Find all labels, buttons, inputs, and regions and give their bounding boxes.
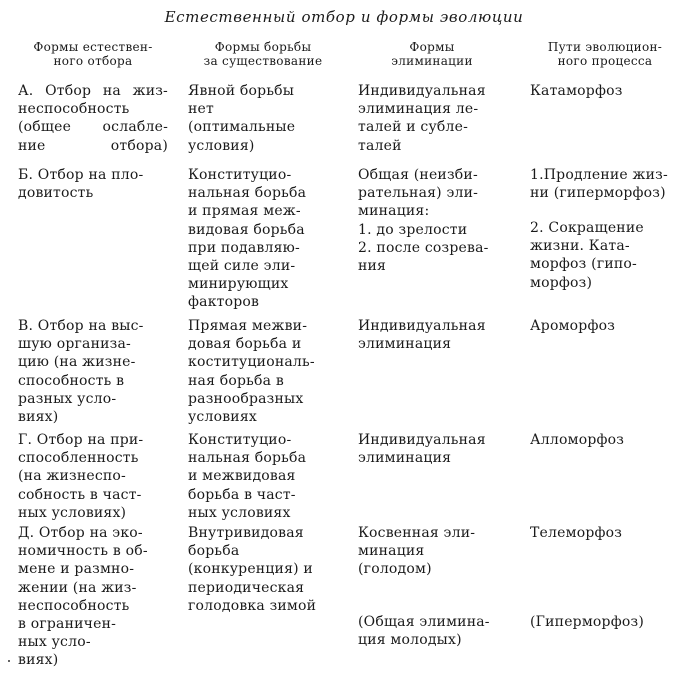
cell-line: морфоз) [530,274,593,291]
row-e-evolution-hypermorphosis [530,613,680,631]
cell-line: коституциональ- [188,354,315,371]
cell-line: неспособность [18,597,130,614]
cell-line: в ограничен- [18,616,117,633]
cell-line: виях) [18,652,59,669]
cell-line: ных условиях) [18,504,127,521]
header-line: ного отбора [53,54,133,68]
cell-line: способность в [18,372,125,389]
row-e-struggle [188,524,338,615]
cell-line: Д. Отбор на эко- [18,525,143,541]
cell-line: нальная борьба [188,450,307,467]
cell-line: борьба в част- [188,486,296,503]
cell-line: жении (на жиз- [18,579,137,596]
cell-line: 2. после созрева- [358,239,489,256]
row-e-elimination-indirect [358,524,506,579]
row-e-elimination-general [358,613,506,649]
header-line: ного процесса [557,54,653,68]
cell-line: неспособность [18,101,130,118]
cell-line: жизни. Ката- [530,238,630,255]
cell-line: минация [358,543,425,560]
header-line: Формы естествен- [33,40,153,54]
row-d-struggle [188,431,338,522]
cell-line: Телеморфоз [530,525,623,541]
cell-line: нет [188,101,214,118]
header-elimination-forms [358,40,506,68]
cell-line: видовая борьба [188,221,305,238]
cell-line: (Гиперморфоз) [530,614,645,630]
cell-line: виях) [18,409,59,426]
cell-line: ни (гиперморфоз) [530,185,666,202]
row-c-elimination [358,317,506,353]
cell-line: и межвидовая [188,468,296,485]
cell-line: Внутривидовая [188,525,304,541]
cell-line: периодическая [188,579,305,596]
cell-line: ния [358,258,387,275]
cell-line: рательная) эли- [358,185,479,202]
row-c-evolution [530,317,680,335]
cell-line: (на жизнеспо- [18,468,126,485]
row-b-elimination [358,166,506,275]
cell-line: довая борьба и [188,336,302,353]
cell-line: Индивидуальная [358,83,486,99]
cell-line: Катаморфоз [530,83,623,99]
cell-line: 2. Сокращение [530,220,644,236]
cell-line: условиях [188,409,257,426]
row-a-struggle [188,82,338,155]
cell-line: Конституцио- [188,167,292,183]
cell-line: элиминация [358,336,452,353]
cell-line: ние отбора) [18,137,168,154]
header-struggle-forms [188,40,338,68]
cell-line: и прямая меж- [188,203,301,220]
cell-line: собность в част- [18,486,142,503]
cell-line: (конкуренция) и [188,561,313,578]
row-b-evolution-prolongation [530,166,680,202]
cell-line: элиминация [358,450,452,467]
cell-line: Алломорфоз [530,432,625,448]
cell-line: при подавляю- [188,239,300,256]
table-title: Естественный отбор и формы эволюции [164,8,524,26]
cell-line: талей и сублe- [358,119,469,136]
row-b-selection [18,166,168,202]
cell-line: (общее ослабле- [18,119,168,136]
header-line: Формы [409,40,455,54]
cell-line: способленность [18,450,139,467]
row-a-selection [18,82,168,155]
row-e-selection [18,524,168,670]
cell-line: ная борьба в [188,372,284,389]
cell-line: (оптимальные [188,119,296,136]
row-b-evolution-shortening [530,219,680,292]
cell-line: ция молодых) [358,632,462,649]
cell-line: Ароморфоз [530,318,616,334]
cell-line: ных усло- [18,634,91,651]
header-line: Формы борьбы [214,40,312,54]
cell-line: морфоз (гипо- [530,256,637,273]
cell-line: условия) [188,137,255,154]
cell-line: цию (на жизне- [18,354,136,371]
cell-line: Прямая межви- [188,318,308,334]
cell-line: шую организа- [18,336,131,353]
cell-line: Б. Отбор на пло- [18,167,144,183]
row-d-elimination [358,431,506,467]
header-evolution-paths [530,40,680,68]
row-b-struggle [188,166,338,312]
header-selection-forms [18,40,168,68]
cell-line: нальная борьба [188,185,307,202]
cell-line: номичность в об- [18,543,148,560]
row-d-selection [18,431,168,522]
cell-line: факторов [188,294,260,311]
cell-line: Общая (неизби- [358,167,478,183]
header-line: элиминации [391,54,473,68]
cell-line: разных усло- [18,390,117,407]
cell-line: 1.Продление жиз- [530,167,668,183]
cell-line: щей силе эли- [188,258,296,275]
cell-line: Конституцио- [188,432,292,448]
cell-line: минация: [358,203,430,220]
cell-line: Косвенная эли- [358,525,476,541]
row-c-struggle [188,317,338,426]
cell-line: мене и размно- [18,561,135,578]
header-line: за существование [203,54,323,68]
cell-line: талей [358,137,402,154]
row-d-evolution [530,431,680,449]
row-e-evolution-telemorphosis [530,524,680,542]
row-c-selection [18,317,168,426]
row-a-elimination [358,82,506,155]
cell-line: разнообразных [188,390,304,407]
cell-line: минирующих [188,276,289,293]
cell-line: (голодом) [358,561,432,578]
cell-line: Индивидуальная [358,318,486,334]
cell-line: голодовка зимой [188,597,317,614]
cell-line: В. Отбор на выс- [18,318,144,334]
header-line: Пути эволюцион- [547,40,663,54]
cell-line: (Общая элимина- [358,614,490,630]
stray-dot [8,660,10,662]
cell-line: А. Отбор на жиз- [18,83,168,99]
cell-line: Явной борьбы [188,83,295,99]
cell-line: 1. до зрелости [358,221,468,238]
cell-line: элиминация ле- [358,101,479,118]
row-a-evolution [530,82,680,100]
cell-line: довитость [18,185,94,202]
cell-line: Г. Отбор на при- [18,432,144,448]
cell-line: борьба [188,543,240,560]
cell-line: ных условиях [188,504,291,521]
cell-line: Индивидуальная [358,432,486,448]
